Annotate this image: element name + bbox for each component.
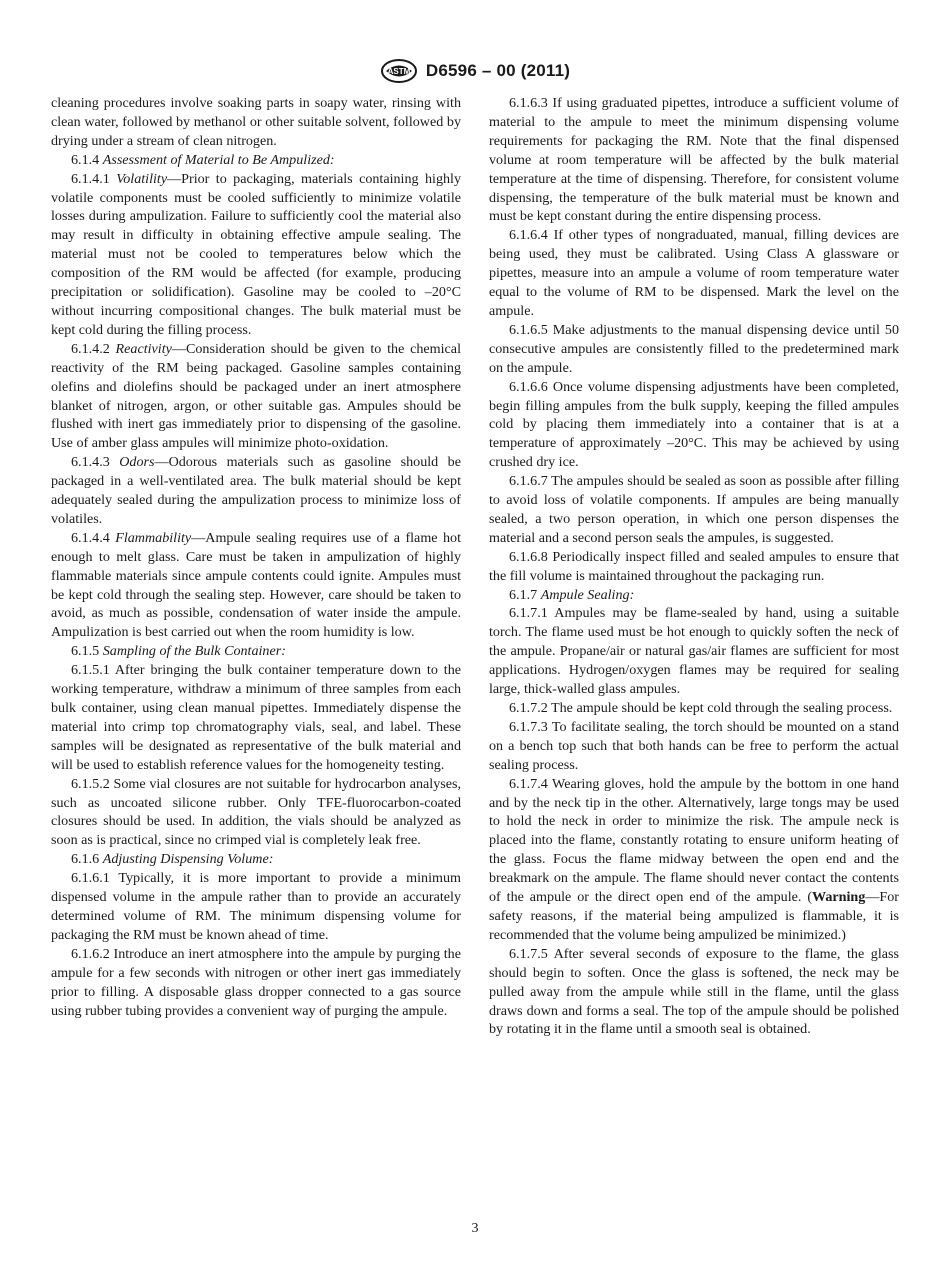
section-6-1-6-2: 6.1.6.2 Introduce an inert atmosphere into the ampule by purging the ampule for a few seconds with nitrogen or other inert gas immediately prior to filling. A disposable glass dropper connected to a gas source using rubber tubing provides a convenient way of purging the ampule. xyxy=(51,945,461,1019)
svg-text:ASTM: ASTM xyxy=(387,67,411,76)
section-6-1-4: 6.1.4 Assessment of Material to Be Ampulized: xyxy=(71,151,335,168)
document-designation: D6596 – 00 (2011) xyxy=(425,61,571,80)
warning-label: Warning xyxy=(812,889,866,906)
section-6-1-6-3: 6.1.6.3 If using graduated pipettes, introduce a sufficient volume of material to the ampule to meet the minimum dispensing volume requirements for packaging the RM. Note that the final dispensed volume at room temperature will be affected by the bulk material temperature at the time of dispensing. Therefore, for consistent volume dispensing, the temperature of the bulk material must be known and must be kept constant during the entire dispensing process. xyxy=(489,95,899,225)
section-6-1-6-7: 6.1.6.7 The ampules should be sealed as soon as possible after filling to avoid loss of volatile components. If ampules are being manually sealed, a two person operation, in which one person dispenses the material and a second person seals the ampules, is suggested. xyxy=(489,473,899,546)
page-header xyxy=(0,58,950,84)
section-6-1-6: 6.1.6 Adjusting Dispensing Volume: xyxy=(71,851,274,868)
section-6-1-4-3: 6.1.4.3 Odors—Odorous materials such as gasoline should be packaged in a well-ventilated area. The bulk material should be kept adequately sealed during the ampulization process to minimize loss of volatiles. xyxy=(51,454,461,527)
section-6-1-4-1: 6.1.4.1 Volatility—Prior to packaging, materials containing highly volatile components must be cooled sufficiently to minimize volatile losses during ampulization. Failure to sufficiently cool the material also may result in difficulty in obtaining effective ampule sealing. The material must not be cooled to temperatures below which the composition of the RM would be affected (for example, producing precipitation or solidification). Gasoline may be cooled to –20°C without incurring compositional changes. The bulk material must be kept cold during the filling process. xyxy=(51,170,461,338)
section-6-1-7-2: 6.1.7.2 The ampule should be kept cold through the sealing process. xyxy=(509,700,893,716)
section-6-1-5: 6.1.5 Sampling of the Bulk Container: xyxy=(71,643,286,660)
section-6-1-7: 6.1.7 Ampule Sealing: xyxy=(509,586,635,603)
right-column xyxy=(489,94,899,1039)
section-6-1-5-2: 6.1.5.2 Some vial closures are not suitable for hydrocarbon analyses, such as uncoated silicone rubber. Only TFE-fluorocarbon-coated closures should be used. In addition, the vials should be analyzed as soon as is practical, since no crimped vial is completely leak free. xyxy=(51,775,461,849)
section-6-1-7-3: 6.1.7.3 To facilitate sealing, the torch should be mounted on a stand on a bench top such that both hands can be free to perform the actual sealing process. xyxy=(489,718,899,773)
section-6-1-6-5: 6.1.6.5 Make adjustments to the manual dispensing device until 50 consecutive ampules are consistently filled to the predetermined mark on the ampule. xyxy=(489,321,899,376)
section-6-1-7-4: 6.1.7.4 Wearing gloves, hold the ampule by the bottom in one hand and by the neck tip in the other. Alternatively, large tongs may be used to hold the neck in order to minimize the risk. The ampule neck is placed into the flame, constantly rotating to ensure uniform heating of the glass. Focus the flame midway between the open end and the breakmark on the ampule. The flame should never contact the contents of the ampule or the direct open end of the ampule. (Warning—For safety reasons, if the material being ampulized is flammable, it is recommended that the volume being ampulized be minimized.) xyxy=(489,775,899,943)
section-6-1-6-1: 6.1.6.1 Typically, it is more important to provide a minimum dispensed volume in the ampule rather than to provide an accurately determined volume of RM. The minimum dispensing volume for packaging the RM must be known ahead of time. xyxy=(51,870,461,943)
section-6-1-6-4: 6.1.6.4 If other types of nongraduated, manual, filling devices are being used, they must be calibrated. Using Class A glassware or pipettes, measure into an ampule a volume of room temperature water equal to the volume of RM to be dispensed. Mark the level on the ampule. xyxy=(489,227,899,319)
paragraph-continuation: cleaning procedures involve soaking parts in soapy water, rinsing with clean water, followed by methanol or other suitable solvent, followed by drying under a stream of clean nitrogen. xyxy=(51,95,461,149)
section-6-1-4-4: 6.1.4.4 Flammability—Ampule sealing requires use of a flame hot enough to melt glass. Care must be taken in ampulization of highly flammable materials since ampule contents could ignite. Ampules must be kept cold through the sealing step. However, care should be taken to avoid, as much as possible, condensation of water inside the ampule. Ampulization is best carried out when the room humidity is low. xyxy=(51,529,461,641)
left-column xyxy=(51,94,461,1020)
section-6-1-6-8: 6.1.6.8 Periodically inspect filled and sealed ampules to ensure that the fill volume is maintained throughout the packaging run. xyxy=(489,548,899,584)
section-6-1-7-1: 6.1.7.1 Ampules may be flame-sealed by hand, using a suitable torch. The flame used must be hot enough to quickly soften the neck of the ampule. Propane/air or natural gas/air flames are sufficient for most applications. Hydrogen/oxygen flames may be required for sealing large, thick-walled glass ampules. xyxy=(489,605,899,698)
astm-logo-icon xyxy=(380,58,418,84)
section-6-1-6-6: 6.1.6.6 Once volume dispensing adjustments have been completed, begin filling ampules from the bulk supply, keeping the filled ampules cold by placing them immediately into a container that is at a temperature of approximately –20°C. This may be achieved by using crushed dry ice. xyxy=(489,378,899,471)
section-6-1-5-1: 6.1.5.1 After bringing the bulk container temperature down to the working temperature, withdraw a minimum of three samples from each bulk container, using clean manual pipettes. Immediately dispense the material into crimp top chromatography vials, seal, and label. These samples will be designated as representative of the bulk material and will be used to establish reference values for the homogeneity testing. xyxy=(51,662,461,773)
section-6-1-4-2: 6.1.4.2 Reactivity—Consideration should be given to the chemical reactivity of the RM being packaged. Gasoline samples containing olefins and diolefins should be packaged under an inert atmosphere blanket of nitrogen, argon, or other suitable gas. Ampules should be flushed with inert gas immediately prior to dispensing of the gasoline. Use of amber glass ampules will minimize photo-oxidation. xyxy=(51,340,461,452)
section-6-1-7-5: 6.1.7.5 After several seconds of exposure to the flame, the glass should begin to soften. Once the glass is softened, the neck may be pulled away from the ampule while still in the flame, until the glass draws down and forms a seal. The top of the ampule should be polished by rotating it in the flame until a smooth seal is obtained. xyxy=(489,945,899,1038)
page-number: 3 xyxy=(471,1221,479,1236)
